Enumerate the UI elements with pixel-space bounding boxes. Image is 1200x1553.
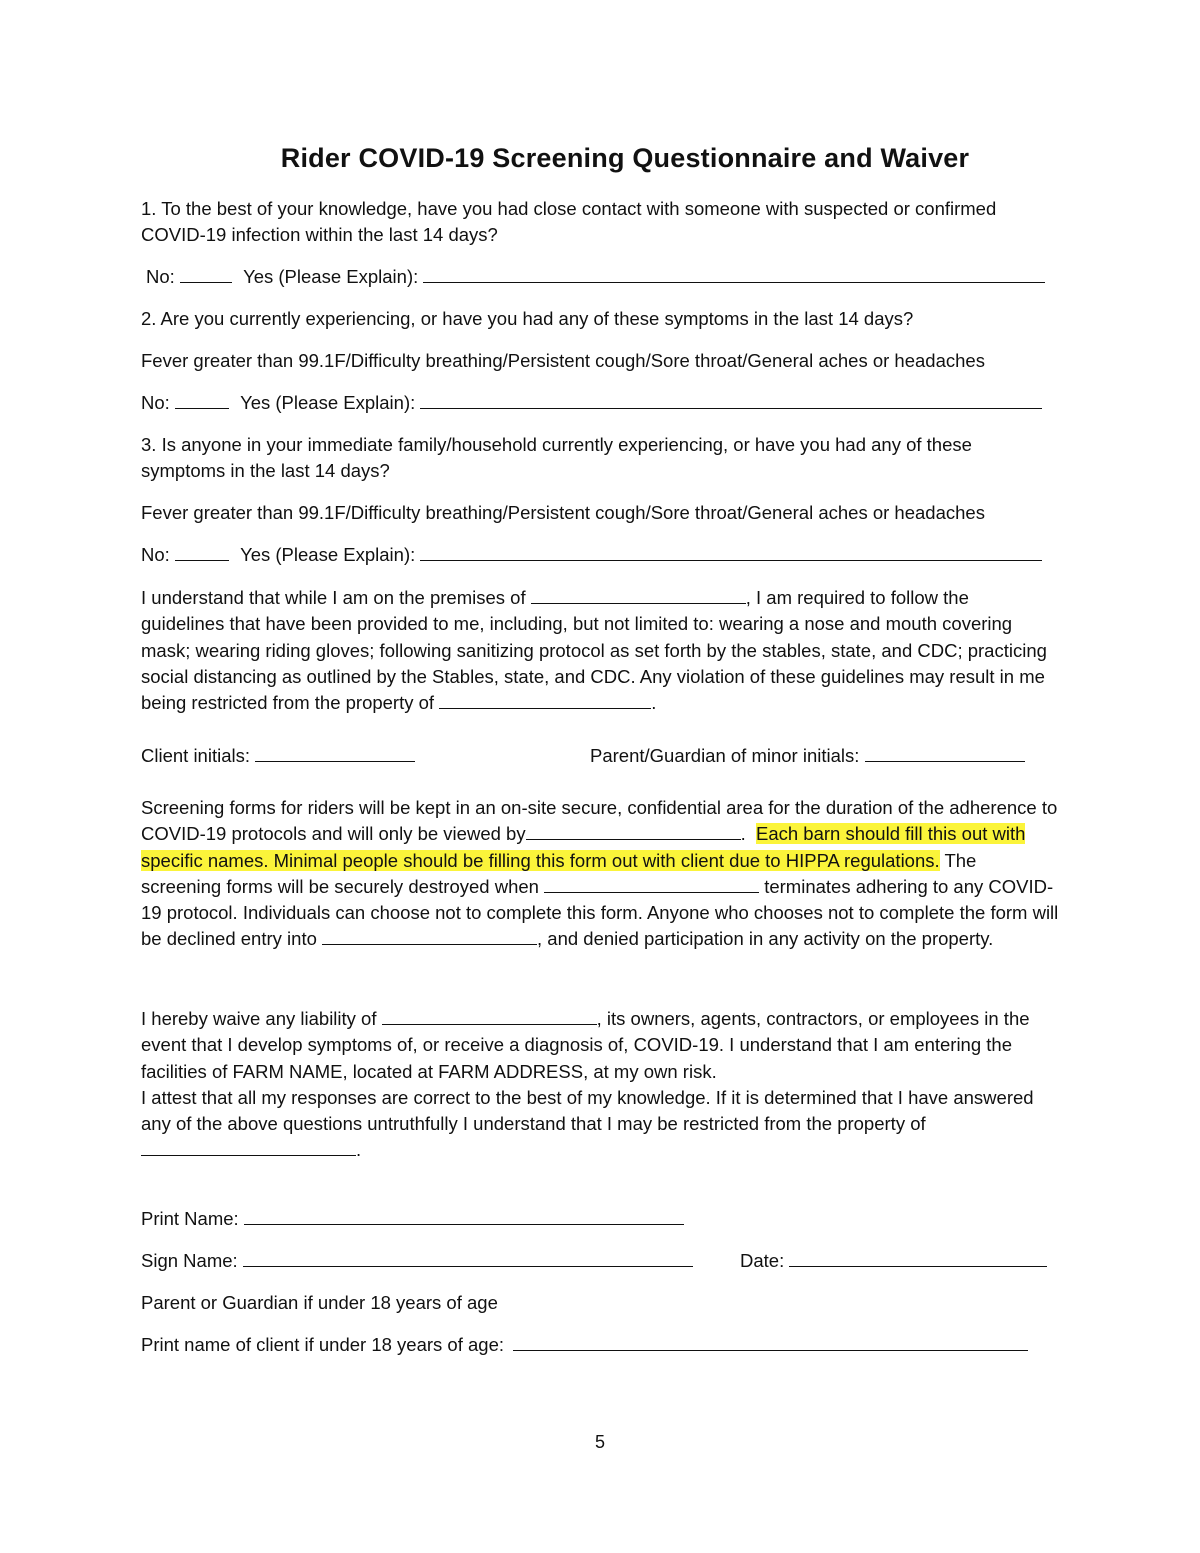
- question-3-text: 3. Is anyone in your immediate family/household currently experiencing, or have you had any of these symptoms in the last 14 days?: [141, 434, 972, 482]
- question-3-explain-field[interactable]: [420, 542, 1042, 561]
- screening-entry-field[interactable]: [322, 926, 537, 945]
- document-title: Rider COVID-19 Screening Questionnaire and Waiver: [280, 143, 970, 173]
- parent-initials-row: [590, 743, 1025, 769]
- sign-name-row: [141, 1248, 693, 1274]
- screening-text-1: Screening forms for riders will be kept in an on-site secure, confidential area for the duration of the adherence to COVID-19 protocols and will only be viewed by: [141, 797, 1058, 845]
- page-number: 5: [594, 1432, 605, 1452]
- print-name-field[interactable]: [244, 1206, 684, 1225]
- parent-guardian-note: Parent or Guardian if under 18 years of age: [141, 1292, 498, 1313]
- sign-name-field[interactable]: [243, 1248, 693, 1267]
- question-2-text: 2. Are you currently experiencing, or have you had any of these symptoms in the last 14 days?: [141, 308, 914, 329]
- sign-name-label: Sign Name:: [141, 1250, 238, 1271]
- print-name-label: Print Name:: [141, 1208, 239, 1229]
- client-name-field[interactable]: [513, 1332, 1028, 1351]
- screening-text-2: .: [740, 823, 746, 845]
- screening-viewer-field[interactable]: [526, 821, 741, 840]
- date-row: [740, 1248, 1047, 1274]
- premises-name-field[interactable]: [531, 585, 746, 604]
- parent-initials-field[interactable]: [865, 743, 1025, 762]
- client-name-label: Print name of client if under 18 years of age:: [141, 1334, 505, 1355]
- print-name-row: [141, 1206, 684, 1232]
- waiver-paragraph: [141, 1006, 1056, 1164]
- question-3-answer-row: [141, 542, 1042, 568]
- client-name-row: [141, 1332, 1028, 1358]
- waiver-text-2: , its owners, agents, contractors, or employees in the event that I develop symptoms of, or receive a diagnosis of, COVID-19. I understand that I am entering the facilities of FARM NAME, located at FARM ADDRESS, at my own risk.: [141, 1008, 1030, 1082]
- question-3-symptoms: Fever greater than 99.1F/Difficulty breathing/Persistent cough/Sore throat/General aches or headaches: [141, 502, 985, 523]
- client-initials-label: Client initials:: [141, 745, 250, 766]
- date-field[interactable]: [789, 1248, 1047, 1267]
- screening-terminator-field[interactable]: [544, 874, 759, 893]
- question-2-yes-label: Yes (Please Explain):: [240, 392, 416, 413]
- question-1-explain-field[interactable]: [423, 264, 1045, 283]
- screening-text-4: terminates adhering to any COVID-19 protocol. Individuals can choose not to complete this form. Anyone who chooses not to complete the form will be declined entry into: [141, 875, 1059, 950]
- waiver-liability-field[interactable]: [382, 1006, 597, 1025]
- waiver-property-field[interactable]: [141, 1137, 356, 1156]
- premises-text-3: .: [651, 692, 657, 714]
- question-2-symptoms: Fever greater than 99.1F/Difficulty breathing/Persistent cough/Sore throat/General aches or headaches: [141, 350, 985, 371]
- screening-text-3: The screening forms will be securely destroyed when: [141, 849, 977, 897]
- client-initials-row: [141, 743, 415, 769]
- date-label: Date:: [740, 1250, 785, 1271]
- question-1-no-field[interactable]: [180, 264, 232, 283]
- highlighted-instruction: Each barn should fill this out with specific names. Minimal people should be filling this form out with client due to HIPPA regulations.: [141, 823, 1026, 871]
- question-1-yes-label: Yes (Please Explain):: [243, 266, 419, 287]
- screening-text-5: , and denied participation in any activity on the property.: [537, 928, 994, 950]
- parent-initials-label: Parent/Guardian of minor initials:: [590, 745, 860, 766]
- question-2-no-field[interactable]: [175, 390, 229, 409]
- question-1-answer-row: [146, 264, 1045, 290]
- premises-text-2: , I am required to follow the guidelines that have been provided to me, including, but not limited to: wearing a nose and mouth covering mask; wearing riding gloves; following sanitizing protocol as set forth by the stables, state, and CDC; practicing social distancing as outlined by the Stables, state, and CDC. Any violation of these guidelines may result in me being restricted from the property of: [141, 587, 1047, 714]
- question-3-yes-label: Yes (Please Explain):: [240, 544, 416, 565]
- waiver-text-4: .: [356, 1139, 362, 1161]
- question-1-no-label: No:: [146, 266, 175, 287]
- question-1-text: 1. To the best of your knowledge, have you had close contact with someone with suspected or confirmed COVID-19 infection within the last 14 days?: [141, 198, 997, 246]
- question-2-no-label: No:: [141, 392, 170, 413]
- client-initials-field[interactable]: [255, 743, 415, 762]
- question-2-answer-row: [141, 390, 1042, 416]
- premises-property-field[interactable]: [439, 690, 651, 709]
- question-2-explain-field[interactable]: [420, 390, 1042, 409]
- waiver-text-1: I hereby waive any liability of: [141, 1008, 377, 1029]
- question-3-no-label: No:: [141, 544, 170, 565]
- question-3-no-field[interactable]: [175, 542, 229, 561]
- waiver-text-3: I attest that all my responses are correct to the best of my knowledge. If it is determined that I have answered any of the above questions untruthfully I understand that I may be restricted from the property of: [141, 1086, 1034, 1135]
- premises-paragraph: [141, 585, 1056, 716]
- premises-text-1: I understand that while I am on the premises of: [141, 587, 526, 608]
- screening-paragraph: [141, 795, 1061, 953]
